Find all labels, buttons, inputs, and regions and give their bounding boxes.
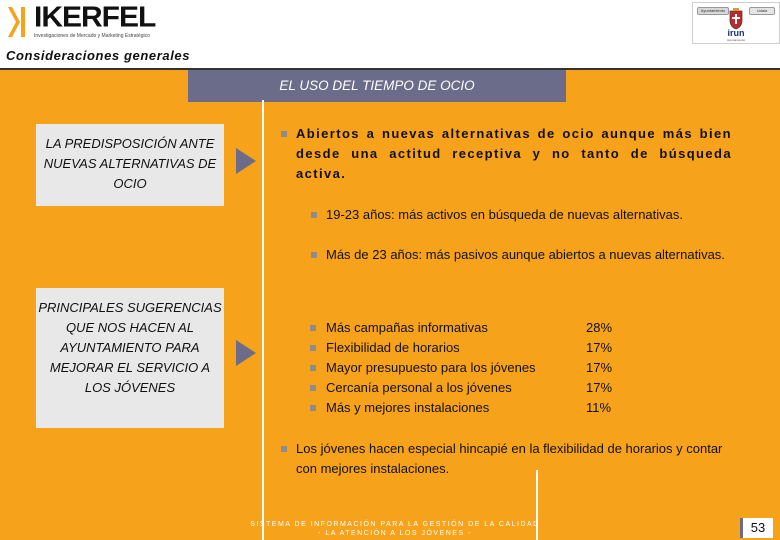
crest-pill-right: Udala <box>749 7 775 15</box>
arrow-right-icon <box>236 148 256 174</box>
crest-pill-left: Ayuntamiento <box>697 7 729 15</box>
bullet-icon <box>310 325 316 331</box>
panel-suggestions-text: PRINCIPALES SUGERENCIAS QUE NOS HACEN AL AYUNTAMIENTO PARA MEJORAR EL SERVICIO A LOS JÓVENES <box>38 300 222 395</box>
bullet-icon <box>281 446 287 452</box>
section-banner: EL USO DEL TIEMPO DE OCIO <box>188 70 566 102</box>
shield-icon <box>727 8 745 30</box>
suggestion-percent: 17% <box>586 380 613 395</box>
section1-sub-1: 19-23 años: más activos en búsqueda de nuevas alternativas. <box>326 207 684 222</box>
list-item <box>310 378 640 398</box>
bullet-icon <box>310 365 316 371</box>
suggestion-label: Más campañas informativas <box>326 320 488 335</box>
crest-town-sub: Ayuntamiento <box>726 38 746 42</box>
crest-town: irun <box>727 28 745 38</box>
suggestions-list <box>310 318 640 418</box>
section2-main-text: Los jóvenes hacen especial hincapié en la flexibilidad de horarios y contar con mejores instalaciones. <box>296 441 723 476</box>
panel-suggestions <box>36 288 224 428</box>
panel-predisposition <box>36 124 224 206</box>
irun-crest <box>692 2 780 44</box>
bullet-icon <box>310 345 316 351</box>
bullet-icon <box>311 212 317 218</box>
suggestion-label: Más y mejores instalaciones <box>326 400 490 415</box>
suggestion-percent: 28% <box>586 320 613 335</box>
header <box>0 0 780 44</box>
section1-sub-2: Más de 23 años: más pasivos aunque abiertos a nuevas alternativas. <box>326 247 725 262</box>
suggestion-label: Cercanía personal a los jóvenes <box>326 380 512 395</box>
suggestion-percent: 11% <box>586 400 612 415</box>
panel-predisposition-text: LA PREDISPOSICIÓN ANTE NUEVAS ALTERNATIVAS DE OCIO <box>43 136 217 191</box>
bullet-icon <box>310 385 316 391</box>
subheader-title: Consideraciones generales <box>6 48 191 63</box>
footer-line-2: - LA ATENCIÓN A LOS JÓVENES - <box>318 530 472 537</box>
list-item <box>310 338 640 358</box>
logo-subtitle: Investigaciones de Mercado y Marketing Estratégico <box>34 33 150 39</box>
bullet-icon <box>311 252 317 258</box>
suggestion-label: Flexibilidad de horarios <box>326 340 460 355</box>
bullet-icon <box>310 405 316 411</box>
suggestion-percent: 17% <box>586 360 613 375</box>
suggestion-label: Mayor presupuesto para los jóvenes <box>326 360 536 375</box>
subheader <box>0 44 780 70</box>
list-item <box>310 318 640 338</box>
footer <box>250 520 540 538</box>
suggestion-percent: 17% <box>586 340 613 355</box>
page-number: 53 <box>740 518 773 538</box>
logo-text: IKERFEL <box>34 1 156 34</box>
list-item <box>310 358 640 378</box>
divider-line <box>262 100 264 540</box>
section1-main-text: Abiertos a nuevas alternativas de ocio aunque más bien desde una actitud receptiva y no tanto de búsqueda activa. <box>296 126 732 181</box>
footer-line-1: SISTEMA DE INFORMACIÓN PARA LA GESTIÓN DE LA CALIDAD <box>250 521 540 528</box>
bullet-icon <box>281 131 287 137</box>
list-item <box>310 398 640 418</box>
arrow-right-icon <box>236 340 256 366</box>
chevron-logo-icon <box>8 7 26 37</box>
